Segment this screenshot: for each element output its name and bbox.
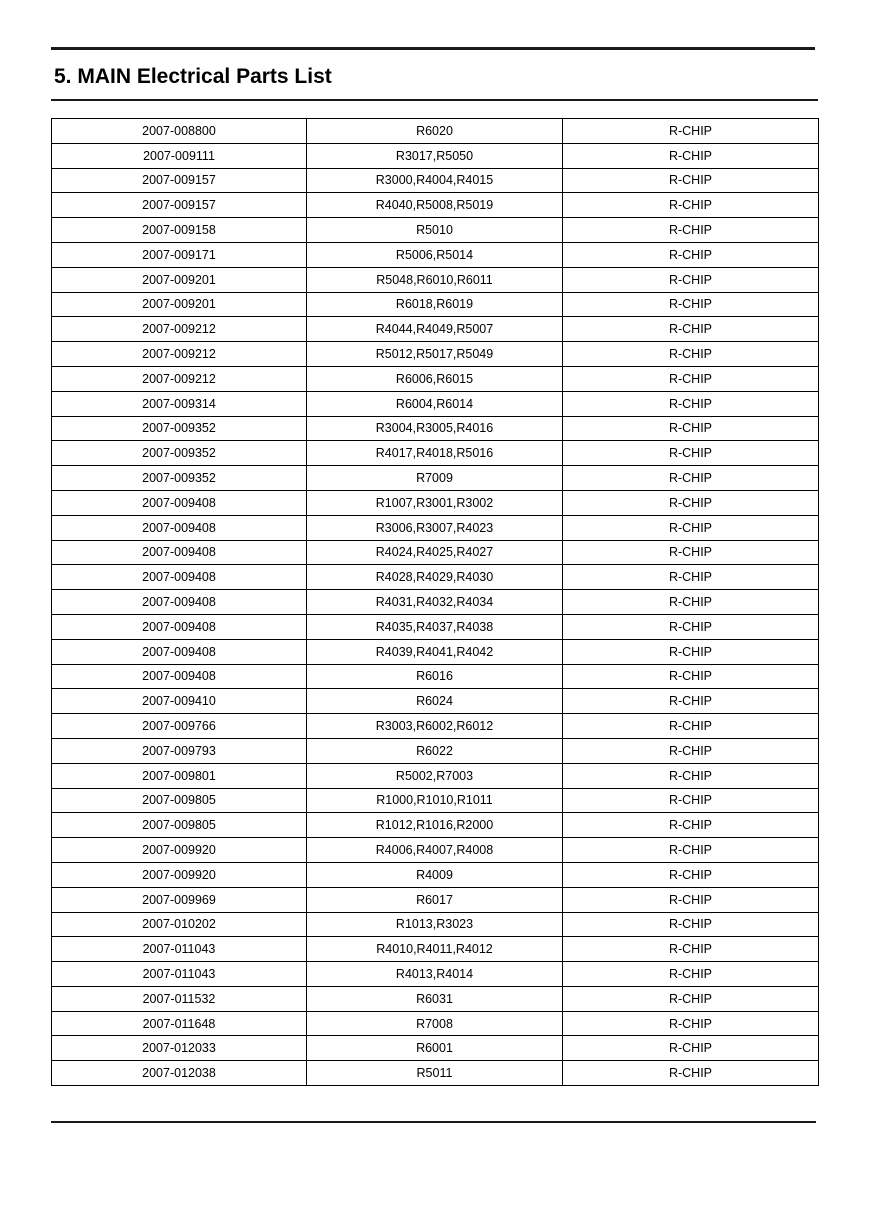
location-cell: R5048,R6010,R6011 bbox=[307, 267, 563, 292]
description-cell: R-CHIP bbox=[563, 862, 819, 887]
table-row bbox=[52, 689, 819, 714]
table-row bbox=[52, 1036, 819, 1061]
part-code-cell: 2007-009314 bbox=[52, 391, 307, 416]
location-cell: R1012,R1016,R2000 bbox=[307, 813, 563, 838]
part-code-cell: 2007-009212 bbox=[52, 342, 307, 367]
table-row bbox=[52, 466, 819, 491]
part-code-cell: 2007-009801 bbox=[52, 763, 307, 788]
parts-table bbox=[51, 118, 819, 1086]
part-code-cell: 2007-009157 bbox=[52, 193, 307, 218]
part-code-cell: 2007-009212 bbox=[52, 366, 307, 391]
part-code-cell: 2007-009201 bbox=[52, 292, 307, 317]
top-rule bbox=[51, 47, 815, 50]
table-row bbox=[52, 416, 819, 441]
table-row bbox=[52, 639, 819, 664]
part-code-cell: 2007-009201 bbox=[52, 267, 307, 292]
location-cell: R3003,R6002,R6012 bbox=[307, 714, 563, 739]
location-cell: R5006,R5014 bbox=[307, 242, 563, 267]
table-row bbox=[52, 937, 819, 962]
description-cell: R-CHIP bbox=[563, 714, 819, 739]
description-cell: R-CHIP bbox=[563, 738, 819, 763]
location-cell: R6004,R6014 bbox=[307, 391, 563, 416]
description-cell: R-CHIP bbox=[563, 1061, 819, 1086]
table-row bbox=[52, 714, 819, 739]
description-cell: R-CHIP bbox=[563, 763, 819, 788]
location-cell: R6024 bbox=[307, 689, 563, 714]
location-cell: R6022 bbox=[307, 738, 563, 763]
location-cell: R5012,R5017,R5049 bbox=[307, 342, 563, 367]
location-cell: R4028,R4029,R4030 bbox=[307, 565, 563, 590]
table-row bbox=[52, 515, 819, 540]
description-cell: R-CHIP bbox=[563, 143, 819, 168]
location-cell: R5011 bbox=[307, 1061, 563, 1086]
description-cell: R-CHIP bbox=[563, 218, 819, 243]
table-row bbox=[52, 441, 819, 466]
location-cell: R6016 bbox=[307, 664, 563, 689]
description-cell: R-CHIP bbox=[563, 416, 819, 441]
description-cell: R-CHIP bbox=[563, 267, 819, 292]
description-cell: R-CHIP bbox=[563, 391, 819, 416]
table-row bbox=[52, 193, 819, 218]
part-code-cell: 2007-009352 bbox=[52, 466, 307, 491]
part-code-cell: 2007-009408 bbox=[52, 664, 307, 689]
description-cell: R-CHIP bbox=[563, 838, 819, 863]
location-cell: R4017,R4018,R5016 bbox=[307, 441, 563, 466]
description-cell: R-CHIP bbox=[563, 168, 819, 193]
description-cell: R-CHIP bbox=[563, 515, 819, 540]
description-cell: R-CHIP bbox=[563, 366, 819, 391]
part-code-cell: 2007-010202 bbox=[52, 912, 307, 937]
description-cell: R-CHIP bbox=[563, 342, 819, 367]
part-code-cell: 2007-011043 bbox=[52, 937, 307, 962]
location-cell: R1000,R1010,R1011 bbox=[307, 788, 563, 813]
table-row bbox=[52, 590, 819, 615]
part-code-cell: 2007-009805 bbox=[52, 788, 307, 813]
location-cell: R6006,R6015 bbox=[307, 366, 563, 391]
table-row bbox=[52, 1061, 819, 1086]
description-cell: R-CHIP bbox=[563, 813, 819, 838]
description-cell: R-CHIP bbox=[563, 540, 819, 565]
page-title: 5. MAIN Electrical Parts List bbox=[54, 65, 332, 88]
part-code-cell: 2007-009408 bbox=[52, 639, 307, 664]
location-cell: R3000,R4004,R4015 bbox=[307, 168, 563, 193]
description-cell: R-CHIP bbox=[563, 614, 819, 639]
table-row bbox=[52, 218, 819, 243]
location-cell: R4010,R4011,R4012 bbox=[307, 937, 563, 962]
table-row bbox=[52, 912, 819, 937]
description-cell: R-CHIP bbox=[563, 565, 819, 590]
part-code-cell: 2007-009408 bbox=[52, 590, 307, 615]
location-cell: R3006,R3007,R4023 bbox=[307, 515, 563, 540]
part-code-cell: 2007-009408 bbox=[52, 490, 307, 515]
location-cell: R1007,R3001,R3002 bbox=[307, 490, 563, 515]
description-cell: R-CHIP bbox=[563, 292, 819, 317]
part-code-cell: 2007-009352 bbox=[52, 441, 307, 466]
table-row bbox=[52, 962, 819, 987]
location-cell: R4006,R4007,R4008 bbox=[307, 838, 563, 863]
location-cell: R6031 bbox=[307, 986, 563, 1011]
table-row bbox=[52, 763, 819, 788]
part-code-cell: 2007-008800 bbox=[52, 119, 307, 144]
part-code-cell: 2007-009408 bbox=[52, 515, 307, 540]
location-cell: R4013,R4014 bbox=[307, 962, 563, 987]
bottom-rule bbox=[51, 1121, 816, 1123]
location-cell: R5010 bbox=[307, 218, 563, 243]
table-row bbox=[52, 242, 819, 267]
table-row bbox=[52, 813, 819, 838]
location-cell: R6017 bbox=[307, 887, 563, 912]
description-cell: R-CHIP bbox=[563, 986, 819, 1011]
location-cell: R4024,R4025,R4027 bbox=[307, 540, 563, 565]
location-cell: R7008 bbox=[307, 1011, 563, 1036]
part-code-cell: 2007-009805 bbox=[52, 813, 307, 838]
parts-table-body bbox=[52, 119, 819, 1086]
description-cell: R-CHIP bbox=[563, 788, 819, 813]
table-row bbox=[52, 391, 819, 416]
location-cell: R4039,R4041,R4042 bbox=[307, 639, 563, 664]
description-cell: R-CHIP bbox=[563, 912, 819, 937]
location-cell: R4031,R4032,R4034 bbox=[307, 590, 563, 615]
description-cell: R-CHIP bbox=[563, 639, 819, 664]
part-code-cell: 2007-009408 bbox=[52, 540, 307, 565]
location-cell: R1013,R3023 bbox=[307, 912, 563, 937]
part-code-cell: 2007-011648 bbox=[52, 1011, 307, 1036]
table-row bbox=[52, 342, 819, 367]
table-row bbox=[52, 540, 819, 565]
table-row bbox=[52, 1011, 819, 1036]
part-code-cell: 2007-009410 bbox=[52, 689, 307, 714]
description-cell: R-CHIP bbox=[563, 441, 819, 466]
location-cell: R6020 bbox=[307, 119, 563, 144]
location-cell: R3004,R3005,R4016 bbox=[307, 416, 563, 441]
table-row bbox=[52, 490, 819, 515]
location-cell: R3017,R5050 bbox=[307, 143, 563, 168]
location-cell: R7009 bbox=[307, 466, 563, 491]
table-row bbox=[52, 887, 819, 912]
location-cell: R6001 bbox=[307, 1036, 563, 1061]
description-cell: R-CHIP bbox=[563, 490, 819, 515]
part-code-cell: 2007-009408 bbox=[52, 614, 307, 639]
description-cell: R-CHIP bbox=[563, 689, 819, 714]
table-row bbox=[52, 168, 819, 193]
part-code-cell: 2007-012038 bbox=[52, 1061, 307, 1086]
part-code-cell: 2007-009920 bbox=[52, 862, 307, 887]
table-row bbox=[52, 317, 819, 342]
location-cell: R5002,R7003 bbox=[307, 763, 563, 788]
table-row bbox=[52, 862, 819, 887]
description-cell: R-CHIP bbox=[563, 1036, 819, 1061]
table-row bbox=[52, 614, 819, 639]
part-code-cell: 2007-009408 bbox=[52, 565, 307, 590]
part-code-cell: 2007-009793 bbox=[52, 738, 307, 763]
location-cell: R4009 bbox=[307, 862, 563, 887]
part-code-cell: 2007-009969 bbox=[52, 887, 307, 912]
location-cell: R4040,R5008,R5019 bbox=[307, 193, 563, 218]
table-row bbox=[52, 738, 819, 763]
part-code-cell: 2007-009212 bbox=[52, 317, 307, 342]
location-cell: R4035,R4037,R4038 bbox=[307, 614, 563, 639]
part-code-cell: 2007-009111 bbox=[52, 143, 307, 168]
description-cell: R-CHIP bbox=[563, 1011, 819, 1036]
part-code-cell: 2007-009766 bbox=[52, 714, 307, 739]
part-code-cell: 2007-011043 bbox=[52, 962, 307, 987]
location-cell: R4044,R4049,R5007 bbox=[307, 317, 563, 342]
part-code-cell: 2007-009352 bbox=[52, 416, 307, 441]
part-code-cell: 2007-009158 bbox=[52, 218, 307, 243]
part-code-cell: 2007-011532 bbox=[52, 986, 307, 1011]
table-row bbox=[52, 664, 819, 689]
description-cell: R-CHIP bbox=[563, 590, 819, 615]
table-row bbox=[52, 788, 819, 813]
part-code-cell: 2007-009157 bbox=[52, 168, 307, 193]
part-code-cell: 2007-009920 bbox=[52, 838, 307, 863]
description-cell: R-CHIP bbox=[563, 887, 819, 912]
description-cell: R-CHIP bbox=[563, 242, 819, 267]
table-row bbox=[52, 292, 819, 317]
table-row bbox=[52, 143, 819, 168]
table-row bbox=[52, 267, 819, 292]
table-row bbox=[52, 986, 819, 1011]
part-code-cell: 2007-009171 bbox=[52, 242, 307, 267]
table-row bbox=[52, 565, 819, 590]
table-row bbox=[52, 838, 819, 863]
part-code-cell: 2007-012033 bbox=[52, 1036, 307, 1061]
table-row bbox=[52, 366, 819, 391]
description-cell: R-CHIP bbox=[563, 937, 819, 962]
table-row bbox=[52, 119, 819, 144]
title-rule bbox=[51, 99, 818, 101]
description-cell: R-CHIP bbox=[563, 466, 819, 491]
description-cell: R-CHIP bbox=[563, 664, 819, 689]
description-cell: R-CHIP bbox=[563, 119, 819, 144]
description-cell: R-CHIP bbox=[563, 193, 819, 218]
description-cell: R-CHIP bbox=[563, 317, 819, 342]
location-cell: R6018,R6019 bbox=[307, 292, 563, 317]
description-cell: R-CHIP bbox=[563, 962, 819, 987]
